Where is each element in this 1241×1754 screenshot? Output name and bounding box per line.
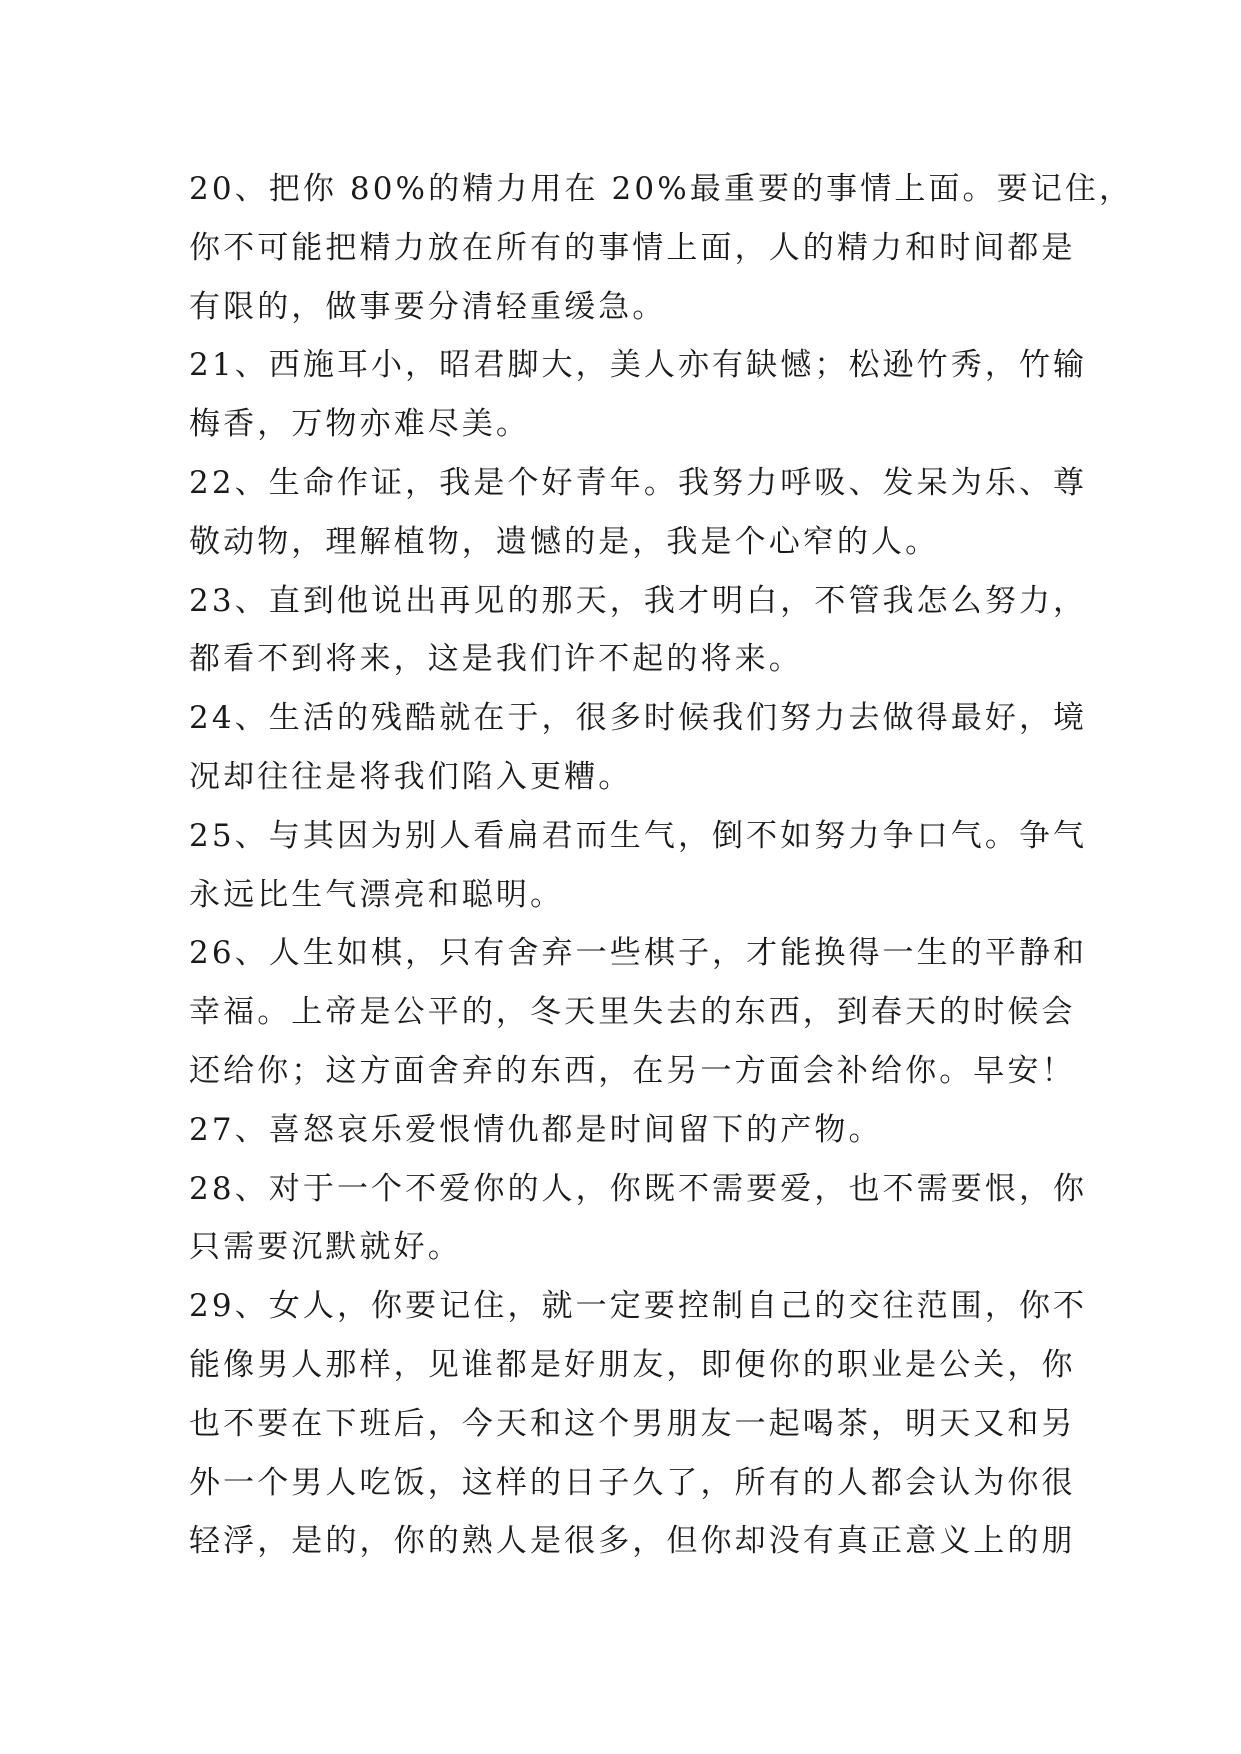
text-line: 25、与其因为别人看扁君而生气，倒不如努力争口气。争气 xyxy=(189,817,1088,854)
text-line: 幸福。上帝是公平的，冬天里失去的东西，到春天的时候会 xyxy=(189,994,1076,1031)
text-line: 轻浮，是的，你的熟人是很多，但你却没有真正意义上的朋 xyxy=(189,1523,1076,1560)
text-line: 外一个男人吃饭，这样的日子久了，所有的人都会认为你很 xyxy=(189,1464,1076,1501)
document-body xyxy=(189,160,1134,1571)
text-line: 23、直到他说出再见的那天，我才明白，不管我怎么努力， xyxy=(189,582,1088,619)
text-line: 28、对于一个不爱你的人，你既不需要爱，也不需要恨，你 xyxy=(189,1170,1088,1207)
text-line: 你不可能把精力放在所有的事情上面，人的精力和时间都是 xyxy=(189,229,1076,266)
text-line: 21、西施耳小，昭君脚大，美人亦有缺憾；松逊竹秀，竹输 xyxy=(189,347,1088,384)
text-line: 永远比生气漂亮和聪明。 xyxy=(189,876,565,913)
text-line: 20、把你 80%的精力用在 20%最重要的事情上面。要记住， xyxy=(189,171,1134,207)
text-line: 梅香，万物亦难尽美。 xyxy=(189,406,530,443)
text-line: 能像男人那样，见谁都是好朋友，即便你的职业是公关，你 xyxy=(189,1346,1076,1383)
text-line: 29、女人，你要记住，就一定要控制自己的交往范围，你不 xyxy=(189,1288,1088,1325)
text-line: 26、人生如棋，只有舍弃一些棋子，才能换得一生的平静和 xyxy=(189,935,1088,972)
text-line: 敬动物，理解植物，遗憾的是，我是个心窄的人。 xyxy=(189,523,940,560)
text-line: 有限的，做事要分清轻重缓急。 xyxy=(189,288,667,325)
text-line: 还给你；这方面舍弃的东西，在另一方面会补给你。早安！ xyxy=(189,1052,1076,1089)
text-line: 24、生活的残酷就在于，很多时候我们努力去做得最好，境 xyxy=(189,700,1088,737)
text-line: 都看不到将来，这是我们许不起的将来。 xyxy=(189,641,803,678)
text-line: 只需要沉默就好。 xyxy=(189,1229,462,1266)
text-line: 27、喜怒哀乐爱恨情仇都是时间留下的产物。 xyxy=(189,1111,883,1148)
text-line: 22、生命作证，我是个好青年。我努力呼吸、发呆为乐、尊 xyxy=(189,464,1088,501)
text-line: 况却往往是将我们陷入更糟。 xyxy=(189,758,633,795)
text-line: 也不要在下班后，今天和这个男朋友一起喝茶，明天又和另 xyxy=(189,1405,1076,1442)
